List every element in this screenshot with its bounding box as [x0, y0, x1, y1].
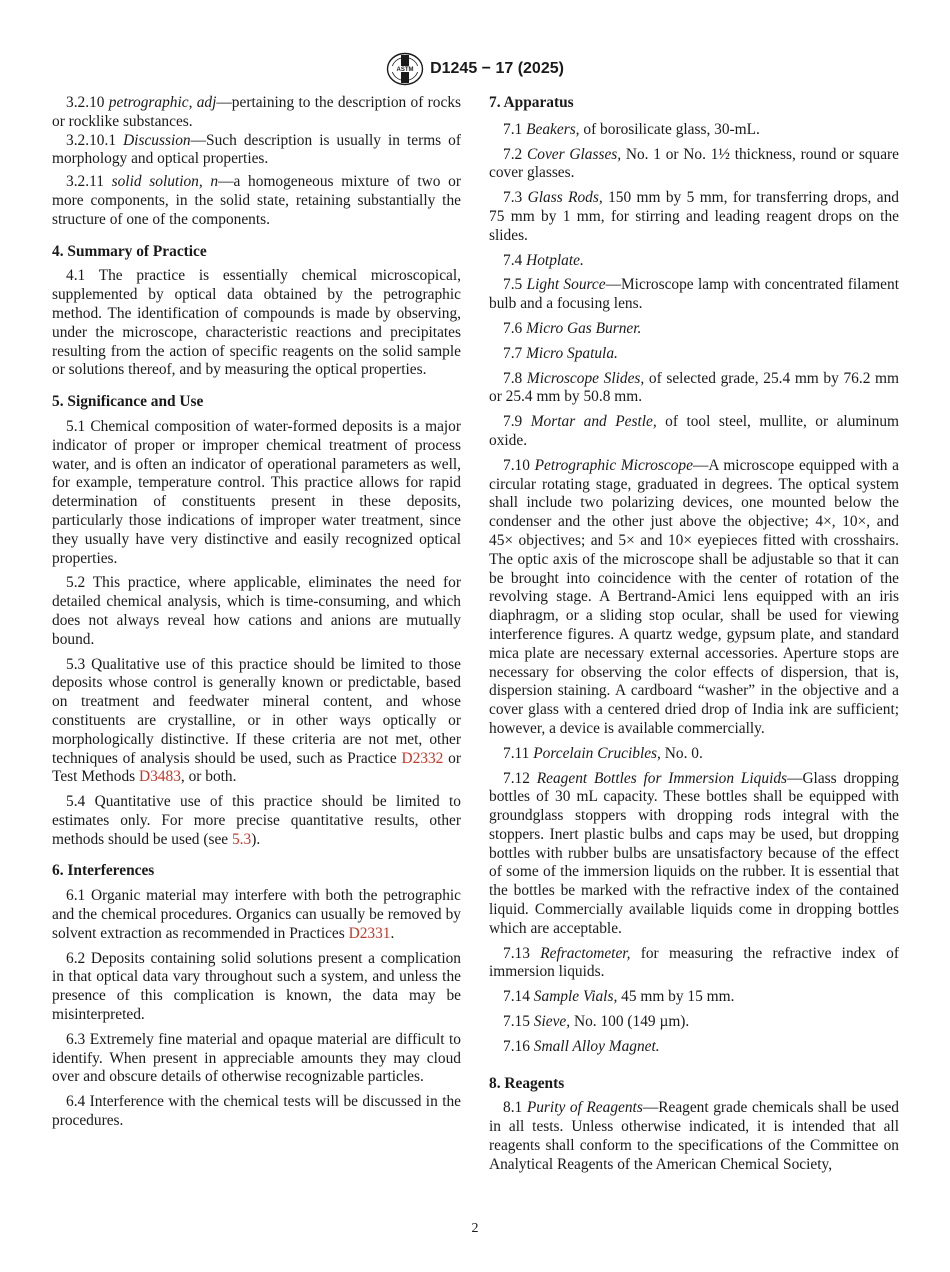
- apparatus-item-7-12: 7.12 Reagent Bottles for Immersion Liquids—Glass dropping bottles of 30 mL capacity. These bottles shall be equipped with groundglass stoppers with dropping rods integral with the stoppers. Inert plastic bulbs and caps may be used, but dropping bottles with rubber bulbs are unsatisfactory because of the effect of some of the immersion liquids on the rubber. It is essential that the bottles be marked with the refractive index of the contained liquid. Commercially available liquids come in dropping bottles which are acceptable.: [489, 769, 899, 937]
- section-heading-8: 8. Reagents: [489, 1074, 565, 1092]
- paragraph-6-1: 6.1 Organic material may interfere with both the petrographic and the chemical procedures. Organics can usually be removed by solvent extraction as recommended in Practices D2331.: [52, 887, 461, 942]
- apparatus-item-7-11: 7.11 Porcelain Crucibles, No. 0.: [503, 744, 703, 762]
- link-d3483[interactable]: D3483: [139, 768, 181, 786]
- paragraph-6-4: 6.4 Interference with the chemical tests will be discussed in the procedures.: [52, 1093, 461, 1130]
- apparatus-item-7-4: 7.4 Hotplate.: [503, 251, 584, 269]
- apparatus-item-7-16: 7.16 Small Alloy Magnet.: [503, 1037, 660, 1055]
- paragraph-8-1: 8.1 Purity of Reagents—Reagent grade chemicals shall be used in all tests. Unless otherwise indicated, it is intended that all reagents shall conform to the specifications of the Committee on Analytical Reagents of the American Chemical Society,: [489, 1099, 899, 1173]
- apparatus-item-7-8: 7.8 Microscope Slides, of selected grade, 25.4 mm by 76.2 mm or 25.4 mm by 50.8 mm.: [489, 369, 899, 406]
- astm-logo-icon: [386, 52, 424, 86]
- apparatus-item-7-14: 7.14 Sample Vials, 45 mm by 15 mm.: [503, 988, 735, 1006]
- page-number: 2: [471, 1221, 479, 1236]
- right-column: [489, 94, 899, 1181]
- apparatus-item-7-13: 7.13 Refractometer, for measuring the refractive index of immersion liquids.: [489, 944, 899, 981]
- paragraph-5-4: 5.4 Quantitative use of this practice should be limited to estimates only. For more precise quantitative results, other methods should be used (see 5.3).: [52, 793, 461, 848]
- page-header: [0, 52, 950, 86]
- section-heading-4: 4. Summary of Practice: [52, 242, 207, 260]
- definition-3-2-10-1: 3.2.10.1 Discussion—Such description is usually in terms of morphology and optical properties.: [52, 131, 461, 168]
- paragraph-4-1: 4.1 The practice is essentially chemical microscopical, supplemented by optical data obtained by the petrographic method. The identification of compounds is made by observing, under the microscope, characteristic reactions and precipitates resulting from the action of specific reagents on the solid sample or solutions thereof, and by measuring the optical properties.: [52, 267, 461, 379]
- section-heading-7: 7. Apparatus: [489, 94, 574, 111]
- document-designation: D1245 − 17 (2025): [430, 60, 564, 77]
- left-column: [52, 94, 461, 1137]
- apparatus-list: [489, 121, 899, 1057]
- link-d2332[interactable]: D2332: [401, 749, 444, 767]
- apparatus-item-7-7: 7.7 Micro Spatula.: [503, 344, 618, 362]
- apparatus-item-7-3: 7.3 Glass Rods, 150 mm by 5 mm, for transferring drops, and 75 mm by 1 mm, for stirring and leading reagent drops on the slides.: [489, 189, 899, 244]
- apparatus-item-7-6: 7.6 Micro Gas Burner.: [503, 319, 642, 337]
- paragraph-6-2: 6.2 Deposits containing solid solutions present a complication in that optical data vary throughout such a system, and unless the presence of this complication is known, the data may be misinterpreted.: [52, 949, 461, 1024]
- apparatus-item-7-9: 7.9 Mortar and Pestle, of tool steel, mullite, or aluminum oxide.: [489, 413, 899, 449]
- paragraph-5-2: 5.2 This practice, where applicable, eliminates the need for detailed chemical analysis, which is time-consuming, and which does not always reveal how cations and anions are mutually bound.: [52, 574, 461, 648]
- section-heading-5: 5. Significance and Use: [52, 393, 204, 411]
- definition-3-2-11: 3.2.11 solid solution, n—a homogeneous mixture of two or more components, in the solid state, retaining substantially the structure of one of the components.: [52, 173, 461, 228]
- definition-3-2-10: 3.2.10 petrographic, adj—pertaining to the description of rocks or rocklike substances.: [52, 94, 462, 130]
- apparatus-item-7-1: 7.1 Beakers, of borosilicate glass, 30-mL.: [503, 120, 760, 138]
- link-d2331[interactable]: D2331: [348, 924, 391, 942]
- apparatus-item-7-10: 7.10 Petrographic Microscope—A microscope equipped with a circular rotating stage, graduated in degrees. The optical system shall include two polarizing devices, one mounted below the condenser and the other just above the objective; 4×, 10×, and 45× objectives; and 5× and 10× eyepieces fitted with crosshairs. The optic axis of the microscope shall be adjustable so that it can be brought into coincidence with the center of rotation of the revolving stage. A Bertrand-Amici lens equipped with an iris diaphragm, or a sliding stop ocular, shall be used for viewing interference figures. A quartz wedge, gypsum plate, and standard mica plate are necessary external accessories. Aperture stops are necessary for observing the color effects of dispersion, that is, dispersion staining. A cardboard “washer” in the objective and a cover glass with a centered dried drop of India ink are sufficient; however, a device is available commercially.: [489, 456, 899, 737]
- paragraph-6-3: 6.3 Extremely fine material and opaque material are difficult to identify. When present in appreciable amounts they may cloud over and obscure details of otherwise recognizable particles.: [52, 1030, 461, 1086]
- paragraph-5-3: 5.3 Qualitative use of this practice should be limited to those deposits whose control is generally known or predictable, based on treatment and feedwater mineral content, and whose constituents are crystalline, or in other ways optically or morphologically distinctive. If these criteria are not met, other techniques of analysis should be used, such as Practice D2332 or Test Methods D3483, or both.: [52, 655, 461, 786]
- link-5-3[interactable]: 5.3: [231, 830, 252, 848]
- apparatus-item-7-5: 7.5 Light Source—Microscope lamp with concentrated filament bulb and a focusing lens.: [489, 276, 899, 313]
- paragraph-5-1: 5.1 Chemical composition of water-formed deposits is a major indicator of proper or improper chemical treatment of process water, and is often an indicator of operational parameters as well, for example, temperature control. This practice allows for rapid determination of constituents present in these deposits, particularly those indications of improper water treatment, since they usually have very distinctive and easily recognized optical properties.: [52, 417, 461, 567]
- section-heading-6: 6. Interferences: [52, 862, 155, 880]
- logo-text: ASTM: [396, 67, 414, 73]
- apparatus-item-7-15: 7.15 Sieve, No. 100 (149 µm).: [503, 1013, 690, 1031]
- apparatus-item-7-2: 7.2 Cover Glasses, No. 1 or No. 1½ thickness, round or square cover glasses.: [489, 145, 899, 182]
